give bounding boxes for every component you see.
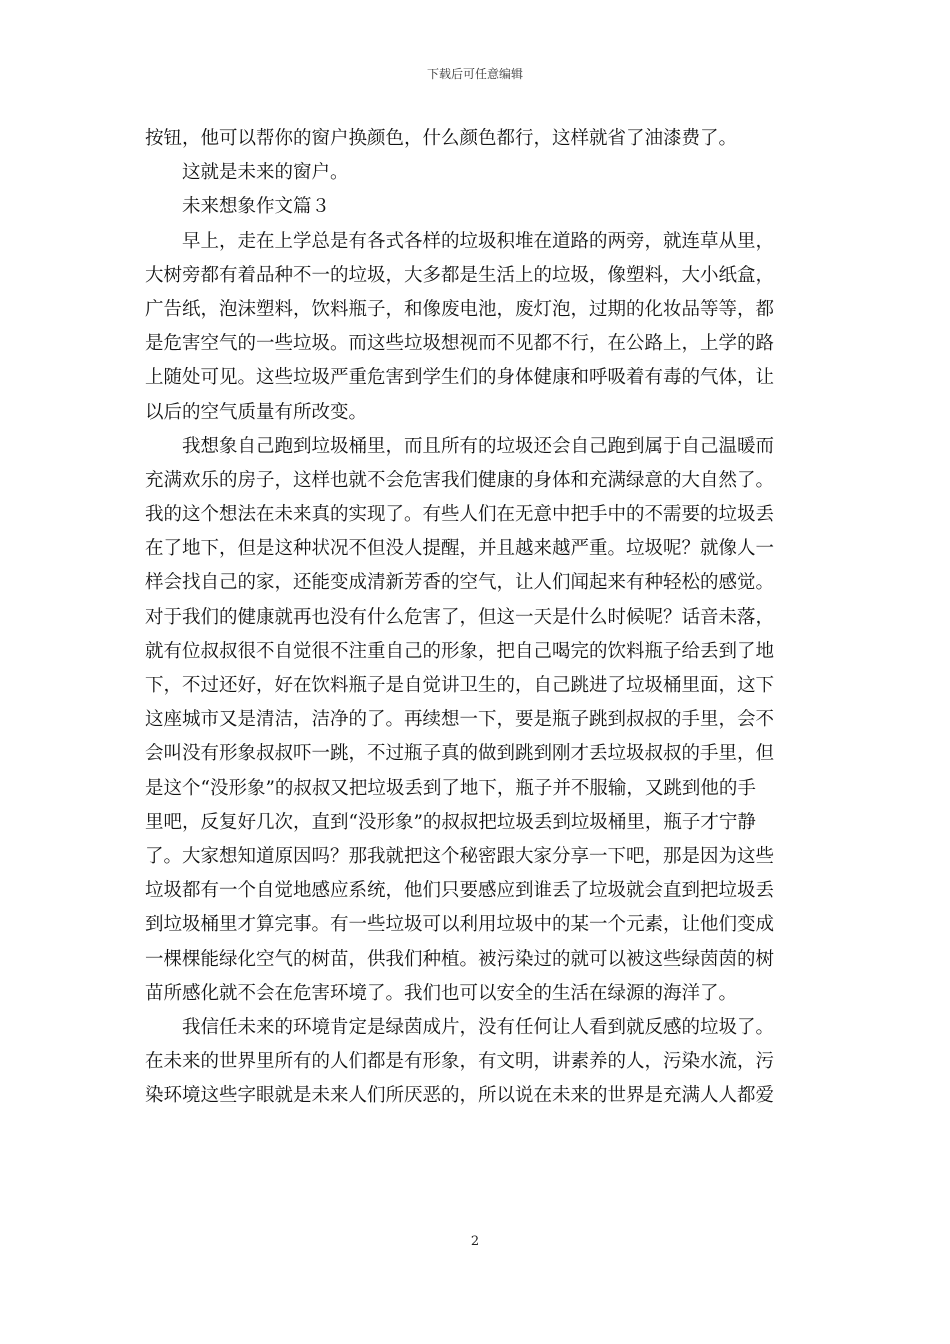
- text-line: 样会找自己的家，还能变成清新芳香的空气，让人们闻起来有种轻松的感觉。: [145, 572, 775, 594]
- text-line: 下，不过还好，好在饮料瓶子是自觉讲卫生的，自己跳进了垃圾桶里面，这下: [145, 675, 775, 696]
- text-line: 对于我们的健康就再也没有什么危害了，但这一天是什么时候呢？话音未落，: [145, 606, 775, 628]
- text-line: 在了地下，但是这种状况不但没人提醒，并且越来越严重。垃圾呢？就像人一: [145, 538, 775, 560]
- text-line: 这座城市又是清洁，洁净的了。再续想一下，要是瓶子跳到叔叔的手里，会不: [145, 709, 775, 731]
- document-body: [145, 122, 810, 1113]
- page-header: 下载后可任意编辑: [426, 67, 523, 81]
- text-line: 广告纸，泡沫塑料，饮料瓶子，和像废电池，废灯泡，过期的化妆品等等，都: [145, 298, 775, 320]
- text-line: 我想象自己跑到垃圾桶里，而且所有的垃圾还会自己跑到属于自己温暖而: [182, 435, 775, 457]
- text-line: 早上，走在上学总是有各式各样的垃圾积堆在道路的两旁，就连草从里，: [182, 230, 775, 252]
- text-line: 未来想象作文篇３: [182, 196, 331, 218]
- text-line: 这就是未来的窗户。: [182, 162, 349, 184]
- text-line: 我的这个想法在未来真的实现了。有些人们在无意中把手中的不需要的垃圾丢: [145, 504, 775, 526]
- page-number: 2: [470, 1234, 480, 1249]
- text-line: 上随处可见。这些垃圾严重危害到学生们的身体健康和呼吸着有毒的气体，让: [145, 367, 775, 389]
- text-line: 了。大家想知道原因吗？那我就把这个秘密跟大家分享一下吧，那是因为这些: [145, 845, 775, 867]
- text-line: 是危害空气的一些垃圾。而这些垃圾想视而不见都不行，在公路上，上学的路: [145, 333, 775, 355]
- text-line: 会叫没有形象叔叔吓一跳，不过瓶子真的做到跳到刚才丢垃圾叔叔的手里，但: [145, 743, 775, 765]
- text-line: 在未来的世界里所有的人们都是有形象，有文明，讲素养的人，污染水流，污: [145, 1051, 775, 1073]
- text-line: 垃圾都有一个自觉地感应系统，他们只要感应到谁丢了垃圾就会直到把垃圾丢: [145, 880, 775, 902]
- text-line: 充满欢乐的房子，这样也就不会危害我们健康的身体和充满绿意的大自然了。: [145, 469, 775, 491]
- text-line: 里吧，反复好几次，直到“没形象”的叔叔把垃圾丢到垃圾桶里，瓶子才宁静: [145, 811, 756, 833]
- text-line: 到垃圾桶里才算完事。有一些垃圾可以利用垃圾中的某一个元素，让他们变成: [145, 914, 775, 936]
- text-line: 大树旁都有着品种不一的垃圾，大多都是生活上的垃圾，像塑料，大小纸盒，: [145, 264, 775, 286]
- text-line: 以后的空气质量有所改变。: [145, 401, 368, 423]
- text-line: 我信任未来的环境肯定是绿茵成片，没有任何让人看到就反感的垃圾了。: [182, 1016, 775, 1038]
- text-line: 苗所感化就不会在危害环境了。我们也可以安全的生活在绿源的海洋了。: [145, 982, 738, 1004]
- text-line: 就有位叔叔很不自觉很不注重自己的形象，把自己喝完的饮料瓶子给丢到了地: [145, 640, 775, 662]
- text-line: 一棵棵能绿化空气的树苗，供我们种植。被污染过的就可以被这些绿茵茵的树: [145, 948, 775, 970]
- text-line: 按钮，他可以帮你的窗户换颜色，什么颜色都行，这样就省了油漆费了。: [145, 128, 738, 149]
- text-line: 是这个“没形象”的叔叔又把垃圾丢到了地下，瓶子并不服输，又跳到他的手: [145, 777, 756, 799]
- text-line: 染环境这些字眼就是未来人们所厌恶的，所以说在未来的世界是充满人人都爱: [145, 1085, 775, 1107]
